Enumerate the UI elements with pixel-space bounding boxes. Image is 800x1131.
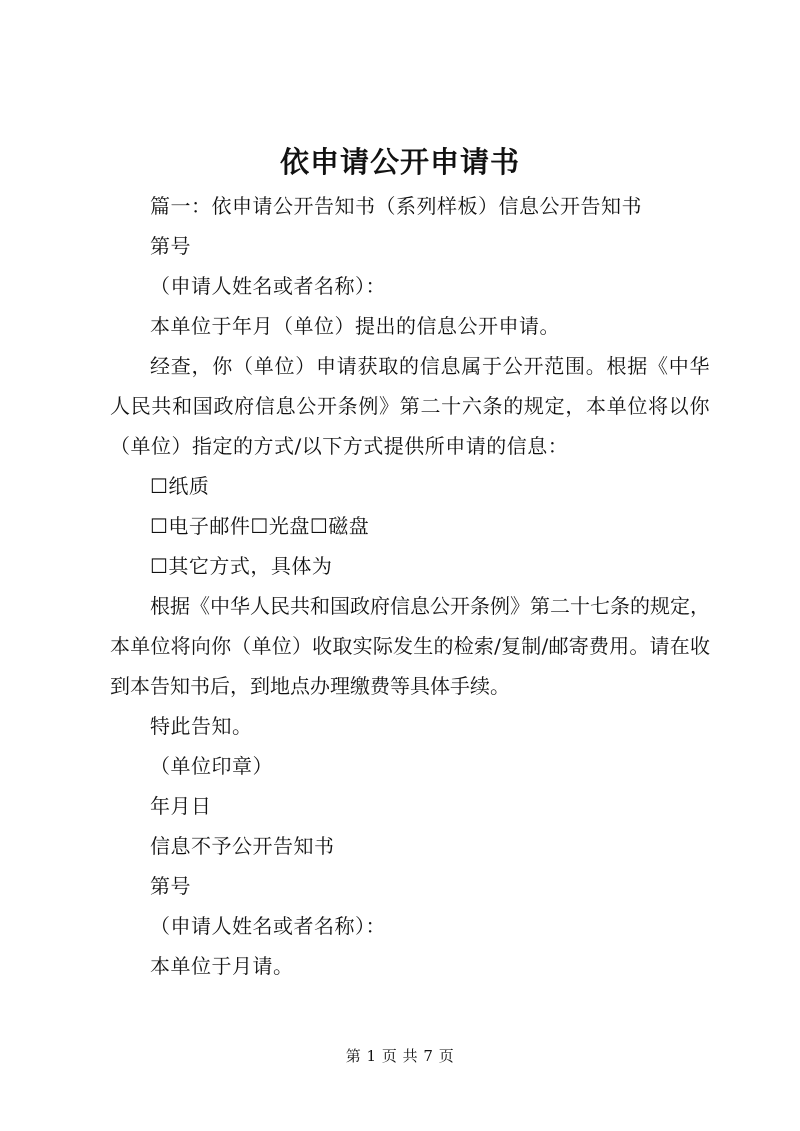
date-line: 年月日 bbox=[150, 794, 212, 818]
seal-line: （单位印章） bbox=[150, 754, 273, 778]
document-title: 依申请公开申请书 bbox=[279, 145, 520, 179]
paragraph: 本单位于月请。 bbox=[150, 954, 294, 978]
document-body bbox=[110, 186, 710, 986]
paragraph: 本单位于年月（单位）提出的信息公开申请。 bbox=[150, 314, 560, 338]
checkbox-option-other: ☐其它方式，具体为 bbox=[150, 554, 333, 578]
paragraph: 特此告知。 bbox=[150, 714, 253, 738]
paragraph: 第号 bbox=[150, 234, 191, 258]
paragraph: 篇一：依申请公开告知书（系列样板）信息公开告知书 bbox=[150, 194, 642, 218]
page-footer: 第 1 页 共 7 页 bbox=[345, 1047, 455, 1065]
paragraph: 第号 bbox=[150, 874, 191, 898]
paragraph: （申请人姓名或者名称）： bbox=[150, 914, 386, 938]
paragraph: 根据《中华人民共和国政府信息公开条例》第二十七条的规定，本单位将向你（单位）收取实际发生的检索/复制/邮寄费用。请在收到本告知书后，到地点办理缴费等具体手续。 bbox=[110, 594, 710, 698]
checkbox-option-paper: ☐纸质 bbox=[150, 474, 210, 498]
section-heading: 信息不予公开告知书 bbox=[150, 834, 335, 858]
paragraph: 经查，你（单位）申请获取的信息属于公开范围。根据《中华人民共和国政府信息公开条例》第二十六条的规定，本单位将以你（单位）指定的方式/以下方式提供所申请的信息： bbox=[110, 354, 710, 458]
checkbox-options-media: ☐电子邮件☐光盘☐磁盘 bbox=[150, 514, 370, 538]
paragraph: （申请人姓名或者名称）： bbox=[150, 274, 386, 298]
